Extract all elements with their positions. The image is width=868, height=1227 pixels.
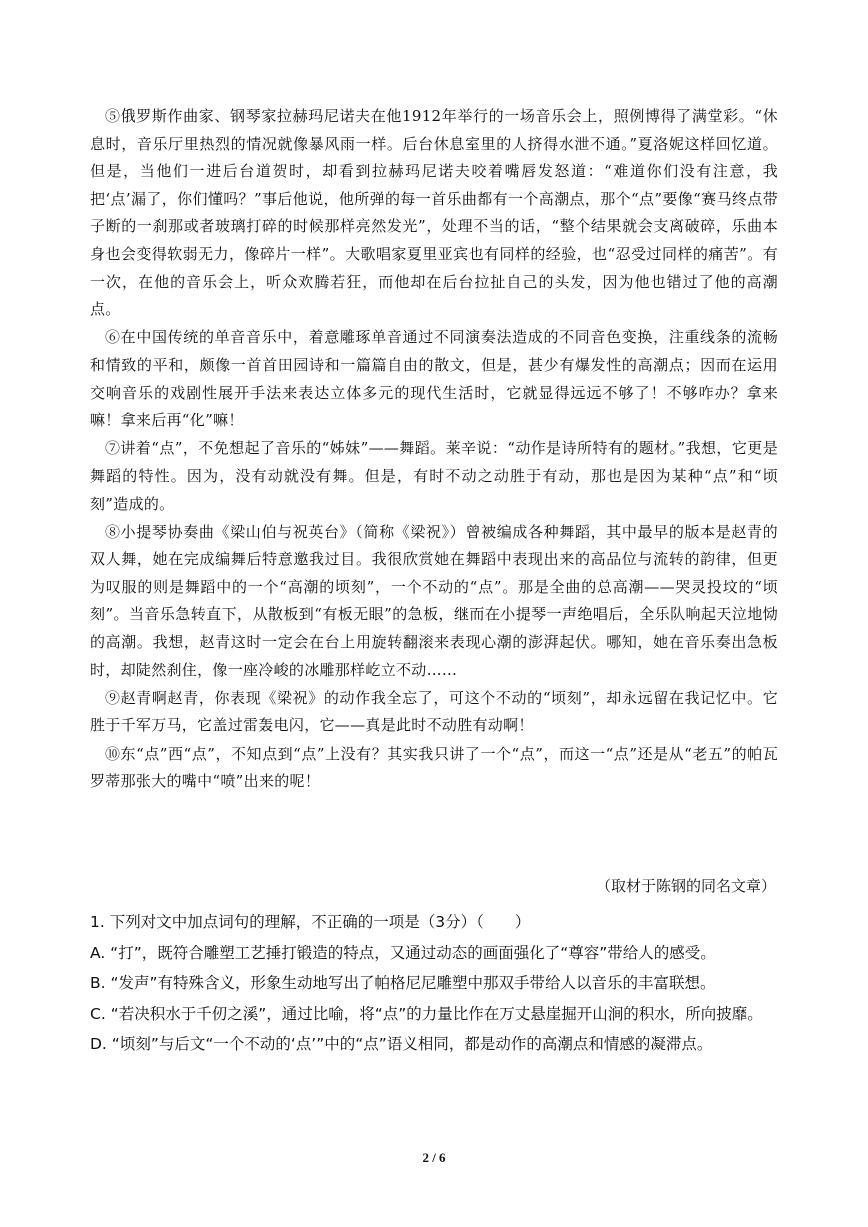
paragraph-9: ⑨赵青啊赵青，你表现《梁祝》的动作我全忘了，可这个不动的“顷刻”，却永远留在我记忆中。它胜于千军万马，它盖过雷轰电闪，它——真是此时不动胜有动啊！ <box>90 688 778 735</box>
option-c: C. “若决积水于千仞之溪”，通过比喻，将“点”的力量比作在万丈悬崖掘开山涧的积水，所向披靡。 <box>90 1004 763 1023</box>
paragraph-10: ⑩东“点”西“点”，不知点到“点”上没有？其实我只讲了一个“点”，而这一“点”还是从“老五”的帕瓦罗蒂那张大的嘴中“喷”出来的呢！ <box>90 744 778 791</box>
article-source: （取材于陈钢的同名文章） <box>595 877 776 895</box>
paragraph-5: ⑤俄罗斯作曲家、钢琴家拉赫玛尼诺夫在他1912年举行的一场音乐会上，照例博得了满堂彩。“休息时，音乐厅里热烈的情况就像暴风雨一样。后台休息室里的人挤得水泄不通。”夏洛妮这样回忆道。但是，当他们一进后台道贺时，却看到拉赫玛尼诺夫咬着嘴唇发怒道：“难道你们没有注意，我把‘点’漏了，你们懂吗？”事后他说，他所弹的每一首乐曲都有一个高潮点，那个“点”要像“赛马终点带子断的一刹那或者玻璃打碎的时候那样亮然发光”，处理不当的话，“整个结果就会支离破碎，乐曲本身也会变得软弱无力，像碎片一样”。大歌唱家夏里亚宾也有同样的经验，也“忍受过同样的痛苦”。有一次，在他的音乐会上，听众欢腾若狂，而他却在后台拉扯自己的头发，因为他也错过了他的高潮点。 <box>90 107 778 319</box>
question-1 <box>90 907 780 1060</box>
article-body <box>90 103 778 796</box>
question-stem: 1. 下列对文中加点词句的理解，不正确的一项是（3分）（ ） <box>90 913 531 931</box>
paragraph-8: ⑧小提琴协奏曲《梁山伯与祝英台》（简称《梁祝》）曾被编成各种舞蹈，其中最早的版本是赵青的双人舞，她在完成编舞后特意邀我过目。我很欣赏她在舞蹈中表现出来的高品位与流转的韵律，但更为叹服的则是舞蹈中的一个“高潮的顷刻”，一个不动的“点”。那是全曲的总高潮——哭灵投坟的“顷刻”。当音乐急转直下，从散板到“有板无眼”的急板，继而在小提琴一声绝唱后，全乐队响起天泣地恸的高潮。我想，赵青这时一定会在台上用旋转翻滚来表现心潮的澎湃起伏。哪知，她在音乐奏出急板时，却陡然刹住，像一座冷峻的冰雕那样屹立不动…… <box>90 522 778 679</box>
paragraph-7: ⑦讲着“点”，不免想起了音乐的“姊妹”——舞蹈。莱辛说：“动作是诗所特有的题材。”我想，它更是舞蹈的特性。因为，没有动就没有舞。但是，有时不动之动胜于有动，那也是因为某种“点”和“顷刻”造成的。 <box>90 439 778 513</box>
page-number: 2 / 6 <box>422 1150 446 1165</box>
option-b: B. “发声”有特殊含义，形象生动地写出了帕格尼尼雕塑中那双手带给人以音乐的丰富联想。 <box>90 974 716 992</box>
paragraph-6: ⑥在中国传统的单音音乐中，着意雕琢单音通过不同演奏法造成的不同音色变换，注重线条的流畅和情致的平和，颇像一首首田园诗和一篇篇自由的散文，但是，甚少有爆发性的高潮点；因而在运用交响音乐的戏剧性展开手法来表达立体多元的现代生活时，它就显得远远不够了！不够咋办？拿来嘛！拿来后再“化”嘛！ <box>90 328 778 430</box>
option-a: A. “打”，既符合雕塑工艺捶打锻造的特点，又通过动态的画面强化了“尊容”带给人的感受。 <box>90 943 716 962</box>
option-d: D. “顷刻”与后文“一个不动的‘点’”中的“点”语义相同，都是动作的高潮点和情感的凝滞点。 <box>90 1035 713 1053</box>
